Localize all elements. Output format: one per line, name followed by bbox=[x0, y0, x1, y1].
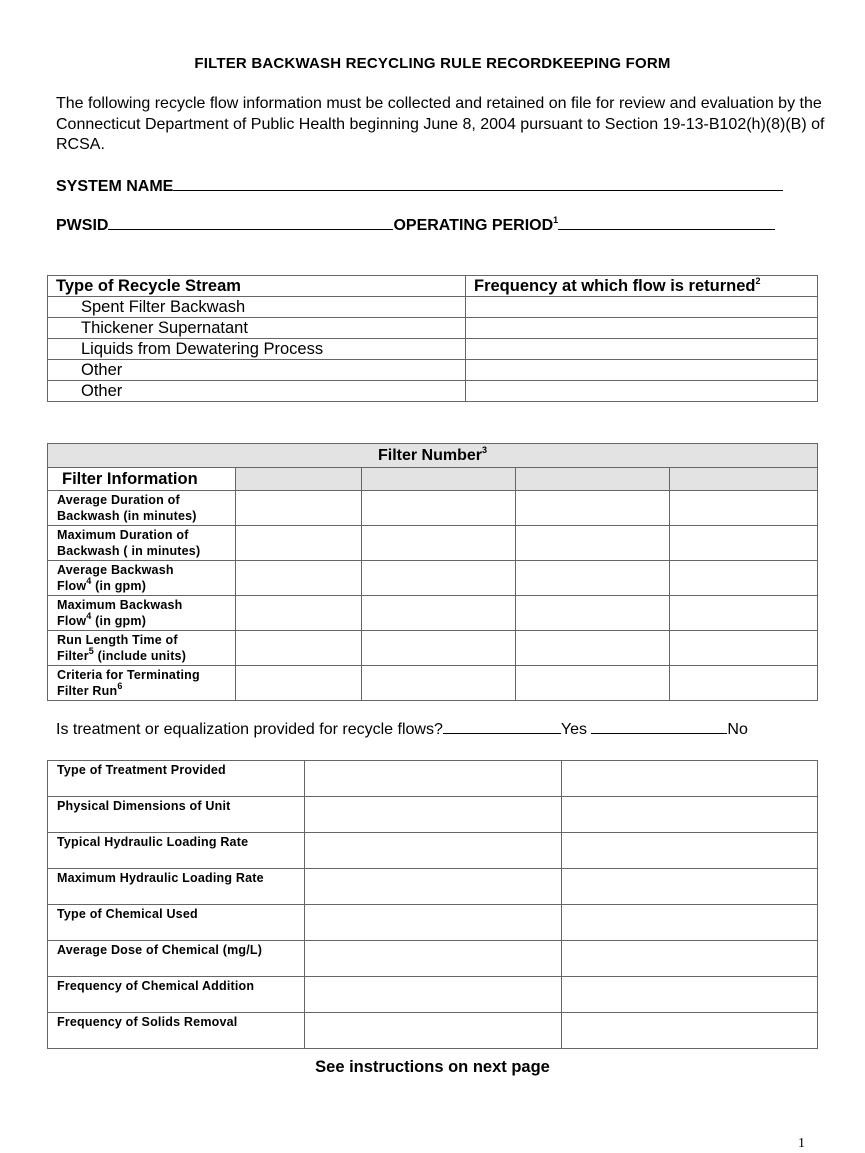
question-text: Is treatment or equalization provided for recycle flows? bbox=[56, 721, 443, 738]
treatment-value-cell[interactable] bbox=[305, 905, 562, 941]
filter-value-cell[interactable] bbox=[516, 491, 670, 526]
table-row bbox=[48, 833, 818, 869]
label-line: (in gpm) bbox=[91, 614, 147, 628]
filter-value-cell[interactable] bbox=[362, 491, 516, 526]
filter-number-header bbox=[48, 444, 818, 468]
no-label: No bbox=[727, 721, 748, 738]
page-number: 1 bbox=[798, 1136, 805, 1151]
frequency-cell[interactable] bbox=[466, 381, 818, 402]
system-name-field[interactable] bbox=[173, 176, 783, 191]
table-row bbox=[48, 360, 818, 381]
table-row bbox=[48, 297, 818, 318]
treatment-value-cell[interactable] bbox=[305, 797, 562, 833]
filter-value-cell[interactable] bbox=[236, 526, 362, 561]
treatment-row-label: Typical Hydraulic Loading Rate bbox=[48, 833, 305, 869]
label-line: Run Length Time of bbox=[57, 633, 178, 647]
recycle-stream-label: Spent Filter Backwash bbox=[48, 297, 466, 318]
filter-value-cell[interactable] bbox=[516, 666, 670, 701]
filter-value-cell[interactable] bbox=[236, 491, 362, 526]
filter-value-cell[interactable] bbox=[670, 491, 818, 526]
filter-value-cell[interactable] bbox=[516, 526, 670, 561]
footnote-ref-1: 1 bbox=[553, 214, 559, 225]
table-row bbox=[48, 941, 818, 977]
treatment-value-cell[interactable] bbox=[305, 941, 562, 977]
footnote-ref-2: 2 bbox=[755, 275, 761, 286]
footnote-ref-4: 4 bbox=[86, 610, 92, 621]
footnote-ref-4: 4 bbox=[86, 575, 92, 586]
table-row bbox=[48, 526, 818, 561]
filter-value-cell[interactable] bbox=[236, 666, 362, 701]
table-row bbox=[48, 381, 818, 402]
label-line: (in gpm) bbox=[91, 579, 147, 593]
operating-period-label: OPERATING PERIOD bbox=[393, 217, 554, 234]
filter-value-cell[interactable] bbox=[236, 561, 362, 596]
recycle-stream-table bbox=[47, 275, 818, 402]
filter-row-label bbox=[48, 596, 236, 631]
label-line: Flow bbox=[57, 579, 87, 593]
treatment-table bbox=[47, 760, 818, 1049]
recycle-stream-label: Thickener Supernatant bbox=[48, 318, 466, 339]
filter-number-cell[interactable] bbox=[516, 468, 670, 491]
frequency-cell[interactable] bbox=[466, 318, 818, 339]
footnote-ref-6: 6 bbox=[117, 680, 123, 691]
treatment-row-label: Frequency of Chemical Addition bbox=[48, 977, 305, 1013]
filter-value-cell[interactable] bbox=[236, 631, 362, 666]
filter-information-table bbox=[47, 443, 818, 701]
filter-row-label bbox=[48, 631, 236, 666]
table-row bbox=[48, 905, 818, 941]
frequency-cell[interactable] bbox=[466, 360, 818, 381]
table-row bbox=[48, 666, 818, 701]
form-title: FILTER BACKWASH RECYCLING RULE RECORDKEEPING FORM bbox=[194, 55, 671, 72]
label-line: Maximum Duration of bbox=[57, 528, 189, 542]
filter-value-cell[interactable] bbox=[362, 561, 516, 596]
intro-paragraph: The following recycle flow information must be collected and retained on file for review and evaluation by the Connecticut Department of Public Health beginning June 8, 2004 pursuant to Section 19-13-B102(h)(8)(B) of RCSA. bbox=[56, 95, 825, 153]
operating-period-field[interactable] bbox=[558, 215, 775, 230]
label-line: Filter Run bbox=[57, 684, 118, 698]
treatment-row-label: Frequency of Solids Removal bbox=[48, 1013, 305, 1049]
filter-value-cell[interactable] bbox=[362, 631, 516, 666]
treatment-value-cell[interactable] bbox=[305, 1013, 562, 1049]
filter-row-label bbox=[48, 561, 236, 596]
label-line: Flow bbox=[57, 614, 87, 628]
filter-value-cell[interactable] bbox=[362, 526, 516, 561]
filter-value-cell[interactable] bbox=[516, 596, 670, 631]
table-row bbox=[48, 318, 818, 339]
table-row bbox=[48, 339, 818, 360]
label-line: Criteria for Terminating bbox=[57, 668, 200, 682]
treatment-value-cell[interactable] bbox=[562, 833, 818, 869]
treatment-value-cell[interactable] bbox=[562, 1013, 818, 1049]
table-row bbox=[48, 977, 818, 1013]
filter-value-cell[interactable] bbox=[362, 666, 516, 701]
filter-value-cell[interactable] bbox=[236, 596, 362, 631]
filter-value-cell[interactable] bbox=[670, 596, 818, 631]
label-line: Maximum Backwash bbox=[57, 598, 183, 612]
treatment-value-cell[interactable] bbox=[562, 761, 818, 797]
treatment-row-label: Physical Dimensions of Unit bbox=[48, 797, 305, 833]
table-row bbox=[48, 761, 818, 797]
table-row bbox=[48, 631, 818, 666]
filter-number-cell[interactable] bbox=[236, 468, 362, 491]
treatment-row-label: Type of Chemical Used bbox=[48, 905, 305, 941]
filter-value-cell[interactable] bbox=[670, 561, 818, 596]
treatment-value-cell[interactable] bbox=[562, 977, 818, 1013]
system-name-row bbox=[56, 176, 783, 196]
table-row bbox=[48, 491, 818, 526]
no-blank[interactable] bbox=[591, 719, 727, 734]
filter-value-cell[interactable] bbox=[670, 666, 818, 701]
yes-label: Yes bbox=[560, 721, 587, 738]
filter-row-label bbox=[48, 491, 236, 526]
treatment-row-label: Maximum Hydraulic Loading Rate bbox=[48, 869, 305, 905]
pwsid-label: PWSID bbox=[56, 217, 109, 234]
see-instructions-note: See instructions on next page bbox=[315, 1058, 550, 1076]
treatment-value-cell[interactable] bbox=[305, 977, 562, 1013]
label-line: Average Backwash bbox=[57, 563, 174, 577]
treatment-value-cell[interactable] bbox=[305, 833, 562, 869]
treatment-question bbox=[56, 719, 748, 739]
treatment-value-cell[interactable] bbox=[562, 869, 818, 905]
pwsid-field[interactable] bbox=[108, 215, 393, 230]
recycle-stream-label: Liquids from Dewatering Process bbox=[48, 339, 466, 360]
label-line: Filter bbox=[57, 649, 89, 663]
pwsid-row bbox=[56, 215, 775, 235]
filter-number-cell[interactable] bbox=[362, 468, 516, 491]
frequency-header-text: Frequency at which flow is returned bbox=[474, 277, 756, 295]
frequency-cell[interactable] bbox=[466, 339, 818, 360]
treatment-value-cell[interactable] bbox=[305, 869, 562, 905]
label-line: Average Duration of bbox=[57, 493, 180, 507]
table-row bbox=[48, 1013, 818, 1049]
treatment-value-cell[interactable] bbox=[305, 761, 562, 797]
filter-number-header-text: Filter Number bbox=[377, 447, 482, 464]
table-row bbox=[48, 561, 818, 596]
filter-row-label bbox=[48, 526, 236, 561]
footnote-ref-5: 5 bbox=[88, 645, 94, 656]
footnote-ref-3: 3 bbox=[482, 444, 488, 455]
yes-blank[interactable] bbox=[443, 719, 561, 734]
recycle-stream-label: Other bbox=[48, 360, 466, 381]
filter-value-cell[interactable] bbox=[362, 596, 516, 631]
recycle-stream-label: Other bbox=[48, 381, 466, 402]
treatment-value-cell[interactable] bbox=[562, 941, 818, 977]
filter-value-cell[interactable] bbox=[670, 526, 818, 561]
filter-value-cell[interactable] bbox=[516, 631, 670, 666]
treatment-row-label: Type of Treatment Provided bbox=[48, 761, 305, 797]
filter-information-label: Filter Information bbox=[48, 468, 236, 491]
frequency-header bbox=[466, 276, 818, 297]
label-line: Backwash ( in minutes) bbox=[57, 544, 201, 558]
filter-number-cell[interactable] bbox=[670, 468, 818, 491]
recycle-stream-header: Type of Recycle Stream bbox=[48, 276, 466, 297]
frequency-cell[interactable] bbox=[466, 297, 818, 318]
filter-value-cell[interactable] bbox=[670, 631, 818, 666]
system-name-label: SYSTEM NAME bbox=[56, 178, 174, 195]
label-line: (include units) bbox=[93, 649, 187, 663]
label-line: Backwash (in minutes) bbox=[57, 509, 197, 523]
treatment-row-label: Average Dose of Chemical (mg/L) bbox=[48, 941, 305, 977]
table-row bbox=[48, 797, 818, 833]
treatment-value-cell[interactable] bbox=[562, 797, 818, 833]
filter-row-label bbox=[48, 666, 236, 701]
filter-value-cell[interactable] bbox=[516, 561, 670, 596]
table-row bbox=[48, 596, 818, 631]
treatment-value-cell[interactable] bbox=[562, 905, 818, 941]
table-row bbox=[48, 869, 818, 905]
